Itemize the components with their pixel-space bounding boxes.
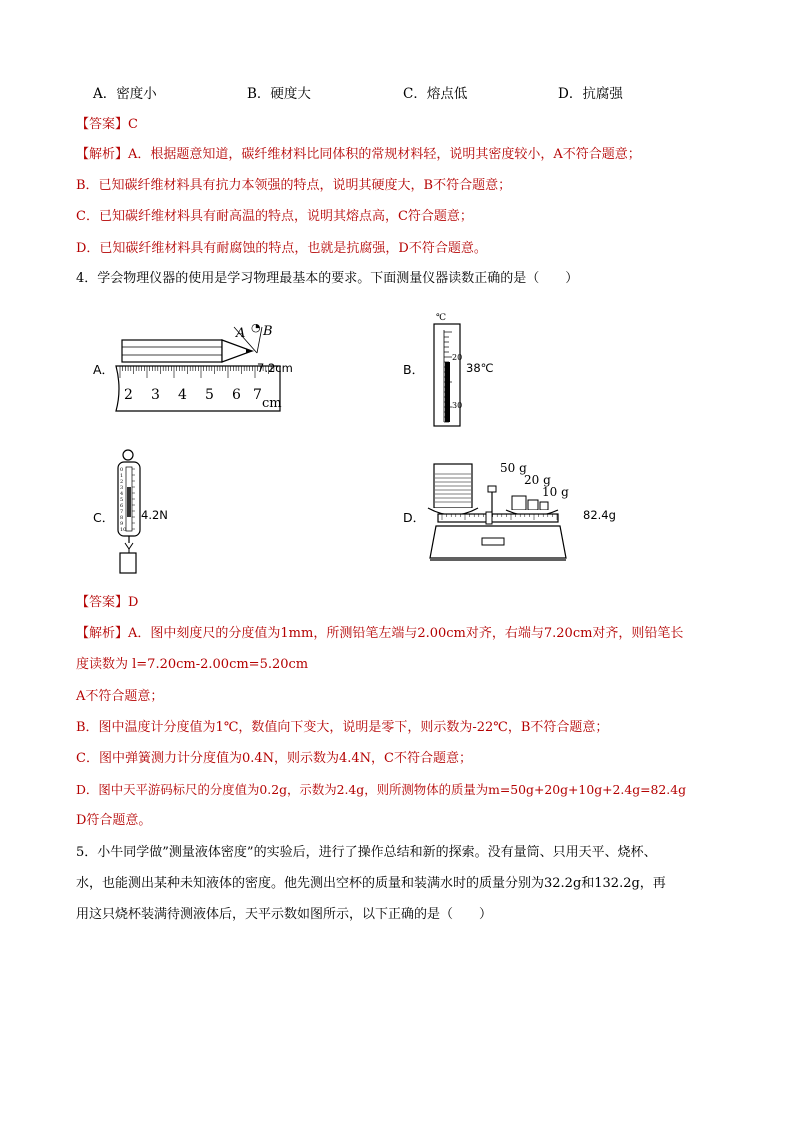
ruler-number: 7 bbox=[253, 387, 262, 403]
q4-analysis-line-5: C．图中弹簧测力计分度值为0.4N，则示数为4.4N，C不符合题意； bbox=[76, 751, 472, 766]
q4-analysis-line-3: A不符合题意； bbox=[76, 689, 164, 704]
thermometer-unit: ℃ bbox=[436, 313, 447, 323]
thermometer-scale: 30 bbox=[452, 401, 463, 410]
figure-c-label: C． bbox=[93, 510, 115, 525]
ruler-unit: cm bbox=[262, 396, 282, 411]
q4-analysis-line-2: 度读数为 l=7.20cm-2.00cm=5.20cm bbox=[76, 657, 309, 672]
spring-scale-number: 4 bbox=[120, 491, 124, 497]
q4-analysis-line-6: D．图中天平游码标尺的分度值为0.2g，示数为2.4g，则所测物体的质量为m=50g+20g+10g+2.4g=82.4g bbox=[76, 782, 687, 797]
q5-line-2: 水，也能测出某种未知液体的密度。他先测出空杯的质量和装满水时的质量分别为32.2g和132.2g，再 bbox=[76, 876, 666, 891]
ruler-number: 3 bbox=[151, 387, 160, 403]
analysis-text: A．图中刻度尺的分度值为1mm，所测铅笔左端与2.00cm对齐，右端与7.20cm对齐，则铅笔长 bbox=[128, 626, 684, 641]
analysis-text: A．根据题意知道，碳纤维材料比同体积的常规材料轻，说明其密度较小，A不符合题意； bbox=[128, 147, 641, 162]
ruler-number: 2 bbox=[124, 387, 133, 403]
thermometer-scale: 20 bbox=[452, 353, 463, 362]
balance-figure bbox=[428, 458, 568, 570]
option-d: D．抗腐强 bbox=[558, 86, 623, 102]
q3-analysis-line-2: B．已知碳纤维材料具有抗力本领强的特点，说明其硬度大，B不符合题意； bbox=[76, 178, 512, 193]
option-a: A．密度小 bbox=[93, 86, 157, 102]
spring-scale-number: 8 bbox=[120, 515, 124, 521]
analysis-label: 【解析】 bbox=[76, 147, 129, 162]
eye-label-b: B bbox=[263, 324, 273, 339]
spring-scale-number: 6 bbox=[120, 503, 124, 509]
weight-label: 50 g bbox=[500, 461, 527, 475]
analysis-label: 【解析】 bbox=[76, 626, 129, 641]
answer-value: C bbox=[128, 117, 138, 132]
svg-text:◔: ◔ bbox=[251, 321, 261, 334]
q5-line-3: 用这只烧杯装满待测液体后，天平示数如图所示，以下正确的是（ ） bbox=[76, 907, 493, 922]
spring-scale-number: 10 bbox=[120, 527, 127, 533]
q4-analysis-line-1 bbox=[76, 624, 683, 644]
answer-label: 【答案】 bbox=[76, 595, 129, 610]
q4-stem: 4．学会物理仪器的使用是学习物理最基本的要求。下面测量仪器读数正确的是（ ） bbox=[76, 271, 579, 286]
q3-analysis-line-4: D．已知碳纤维材料具有耐腐蚀的特点，也就是抗腐强，D不符合题意。 bbox=[76, 241, 487, 256]
figure-d-label: D． bbox=[403, 510, 426, 525]
q5-line-1: 5．小牛同学做”测量液体密度”的实验后，进行了操作总结和新的探索。没有量筒、只用天平、烧杯、 bbox=[76, 845, 657, 860]
option-c: C．熔点低 bbox=[403, 86, 468, 102]
q4-answer bbox=[76, 593, 138, 613]
spring-scale-number: 1 bbox=[120, 473, 124, 479]
q3-analysis-line-1 bbox=[76, 145, 641, 165]
figure-c-reading: 4.2N bbox=[141, 508, 168, 522]
figure-a-reading: 7.2cm bbox=[257, 361, 293, 375]
weight-label: 20 g bbox=[524, 473, 551, 487]
spring-scale-number: 5 bbox=[120, 497, 124, 503]
answer-label: 【答案】 bbox=[76, 117, 129, 132]
q3-answer bbox=[76, 115, 138, 135]
spring-scale-number: 9 bbox=[120, 521, 124, 527]
figure-a-label: A． bbox=[93, 362, 115, 377]
figure-d-reading: 82.4g bbox=[583, 508, 616, 522]
weight-label: 10 g bbox=[542, 485, 569, 499]
ruler-number: 6 bbox=[232, 387, 241, 403]
spring-scale-number: 7 bbox=[120, 509, 124, 515]
spring-scale-number: 2 bbox=[120, 479, 124, 485]
spring-scale-number: 0 bbox=[120, 467, 124, 473]
q4-analysis-line-7: D符合题意。 bbox=[76, 813, 152, 828]
q4-analysis-line-4: B．图中温度计分度值为1℃，数值向下变大，说明是零下，则示数为-22℃，B不符合题意； bbox=[76, 720, 609, 735]
option-b: B．硬度大 bbox=[247, 86, 311, 102]
ruler-number: 5 bbox=[205, 387, 214, 403]
q3-analysis-line-3: C．已知碳纤维材料具有耐高温的特点，说明其熔点高，C符合题意； bbox=[76, 209, 473, 224]
spring-scale-number: 3 bbox=[120, 485, 124, 491]
eye-label-a: A bbox=[236, 326, 246, 341]
figure-b-reading: 38℃ bbox=[466, 361, 494, 375]
ruler-number: 4 bbox=[178, 387, 187, 403]
answer-value: D bbox=[128, 595, 139, 610]
figure-b-label: B． bbox=[403, 362, 425, 377]
